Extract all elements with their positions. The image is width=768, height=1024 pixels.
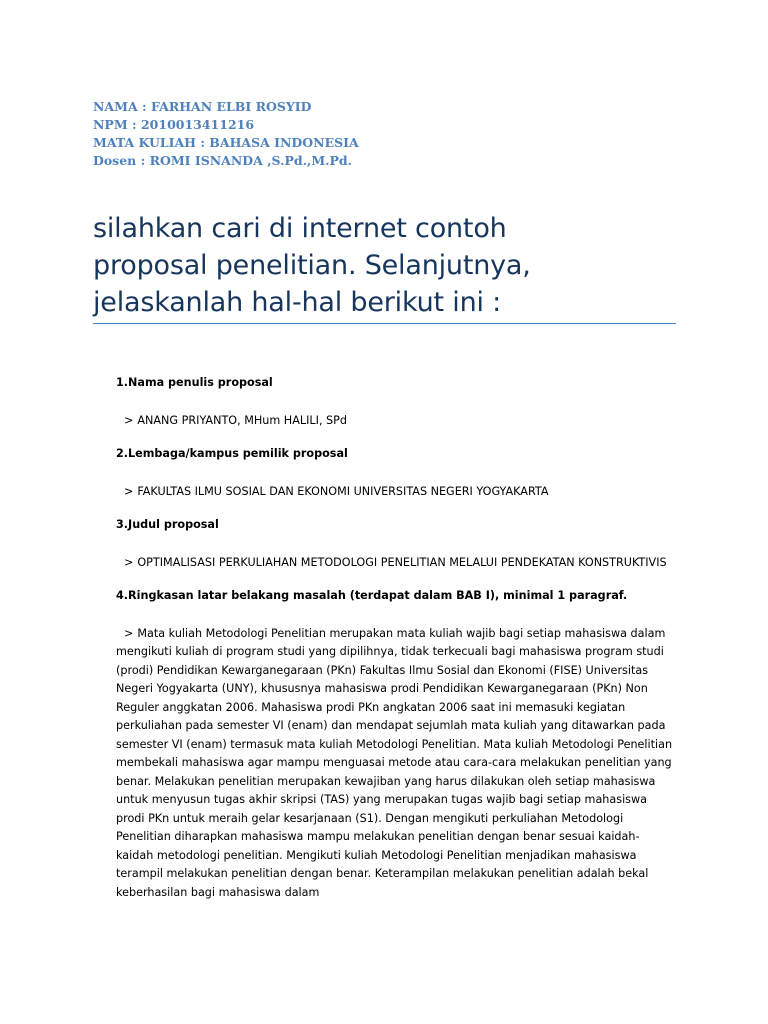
answer-3 — [116, 554, 676, 573]
question-3: 3.Judul proposal — [116, 518, 219, 531]
answer-4 — [116, 625, 676, 903]
course-name: MATA KULIAH : BAHASA INDONESIA — [93, 135, 359, 150]
arrow-marker: > — [124, 626, 134, 640]
answer-1 — [116, 412, 676, 431]
student-info-header — [93, 98, 593, 170]
title-underline-divider — [93, 323, 676, 324]
answer-2 — [116, 483, 676, 502]
title-line-2: proposal penelitian. Selanjutnya, — [93, 250, 531, 281]
title-line-1: silahkan cari di internet contoh — [93, 213, 507, 244]
arrow-marker: > — [124, 484, 134, 498]
question-2: 2.Lembaga/kampus pemilik proposal — [116, 447, 348, 460]
assignment-body — [116, 374, 676, 902]
question-1: 1.Nama penulis proposal — [116, 376, 273, 389]
answer-3-text: OPTIMALISASI PERKULIAHAN METODOLOGI PENELITIAN MELALUI PENDEKATAN KONSTRUKTIVIS — [137, 555, 667, 569]
answer-2-text: FAKULTAS ILMU SOSIAL DAN EKONOMI UNIVERSITAS NEGERI YOGYAKARTA — [137, 484, 549, 498]
assignment-title — [93, 210, 683, 321]
student-name: NAMA : FARHAN ELBI ROSYID — [93, 99, 312, 114]
answer-4-text: Mata kuliah Metodologi Penelitian merupakan mata kuliah wajib bagi setiap mahasiswa dalam mengikuti kuliah di program studi yang dipilihnya, tidak terkecuali bagi mahasiswa program studi (prodi) Pendidikan Kewarganegaraan (PKn) Fakultas Ilmu Sosial dan Ekonomi (FISE) Universitas Negeri Yogyakarta (UNY), khususnya mahasiswa prodi Pendidikan Kewarganegaraan (PKn) Non Reguler anggkatan 2006. Mahasiswa prodi PKn angkatan 2006 saat ini memasuki kegiatan perkuliahan pada semester VI (enam) dan mendapat sejumlah mata kuliah yang ditawarkan pada semester VI (enam) termasuk mata kuliah Metodologi Penelitian. Mata kuliah Metodologi Penelitian membekali mahasiswa agar mampu menguasai metode atau cara-cara melakukan penelitian yang benar. Melakukan penelitian merupakan kewajiban yang harus dilakukan oleh setiap mahasiswa untuk menyusun tugas akhir skripsi (TAS) yang merupakan tugas wajib bagi setiap mahasiswa prodi PKn untuk meraih gelar kesarjanaan (S1). Dengan mengikuti perkuliahan Metodologi Penelitian diharapkan mahasiswa mampu melakukan penelitian dengan benar sesuai kaidah-kaidah metodologi penelitian. Mengikuti kuliah Metodologi Penelitian menjadikan mahasiswa terampil melakukan penelitian dengan benar. Keterampilan melakukan penelitian adalah bekal keberhasilan bagi mahasiswa dalam — [116, 626, 673, 899]
arrow-marker: > — [124, 413, 134, 427]
title-line-3: jelaskanlah hal-hal berikut ini : — [93, 287, 502, 318]
lecturer-name: Dosen : ROMI ISNANDA ,S.Pd.,M.Pd. — [93, 153, 353, 168]
answer-1-text: ANANG PRIYANTO, MHum HALILI, SPd — [137, 413, 348, 427]
question-4: 4.Ringkasan latar belakang masalah (terdapat dalam BAB I), minimal 1 paragraf. — [116, 589, 628, 602]
arrow-marker: > — [124, 555, 134, 569]
student-npm: NPM : 2010013411216 — [93, 117, 255, 132]
